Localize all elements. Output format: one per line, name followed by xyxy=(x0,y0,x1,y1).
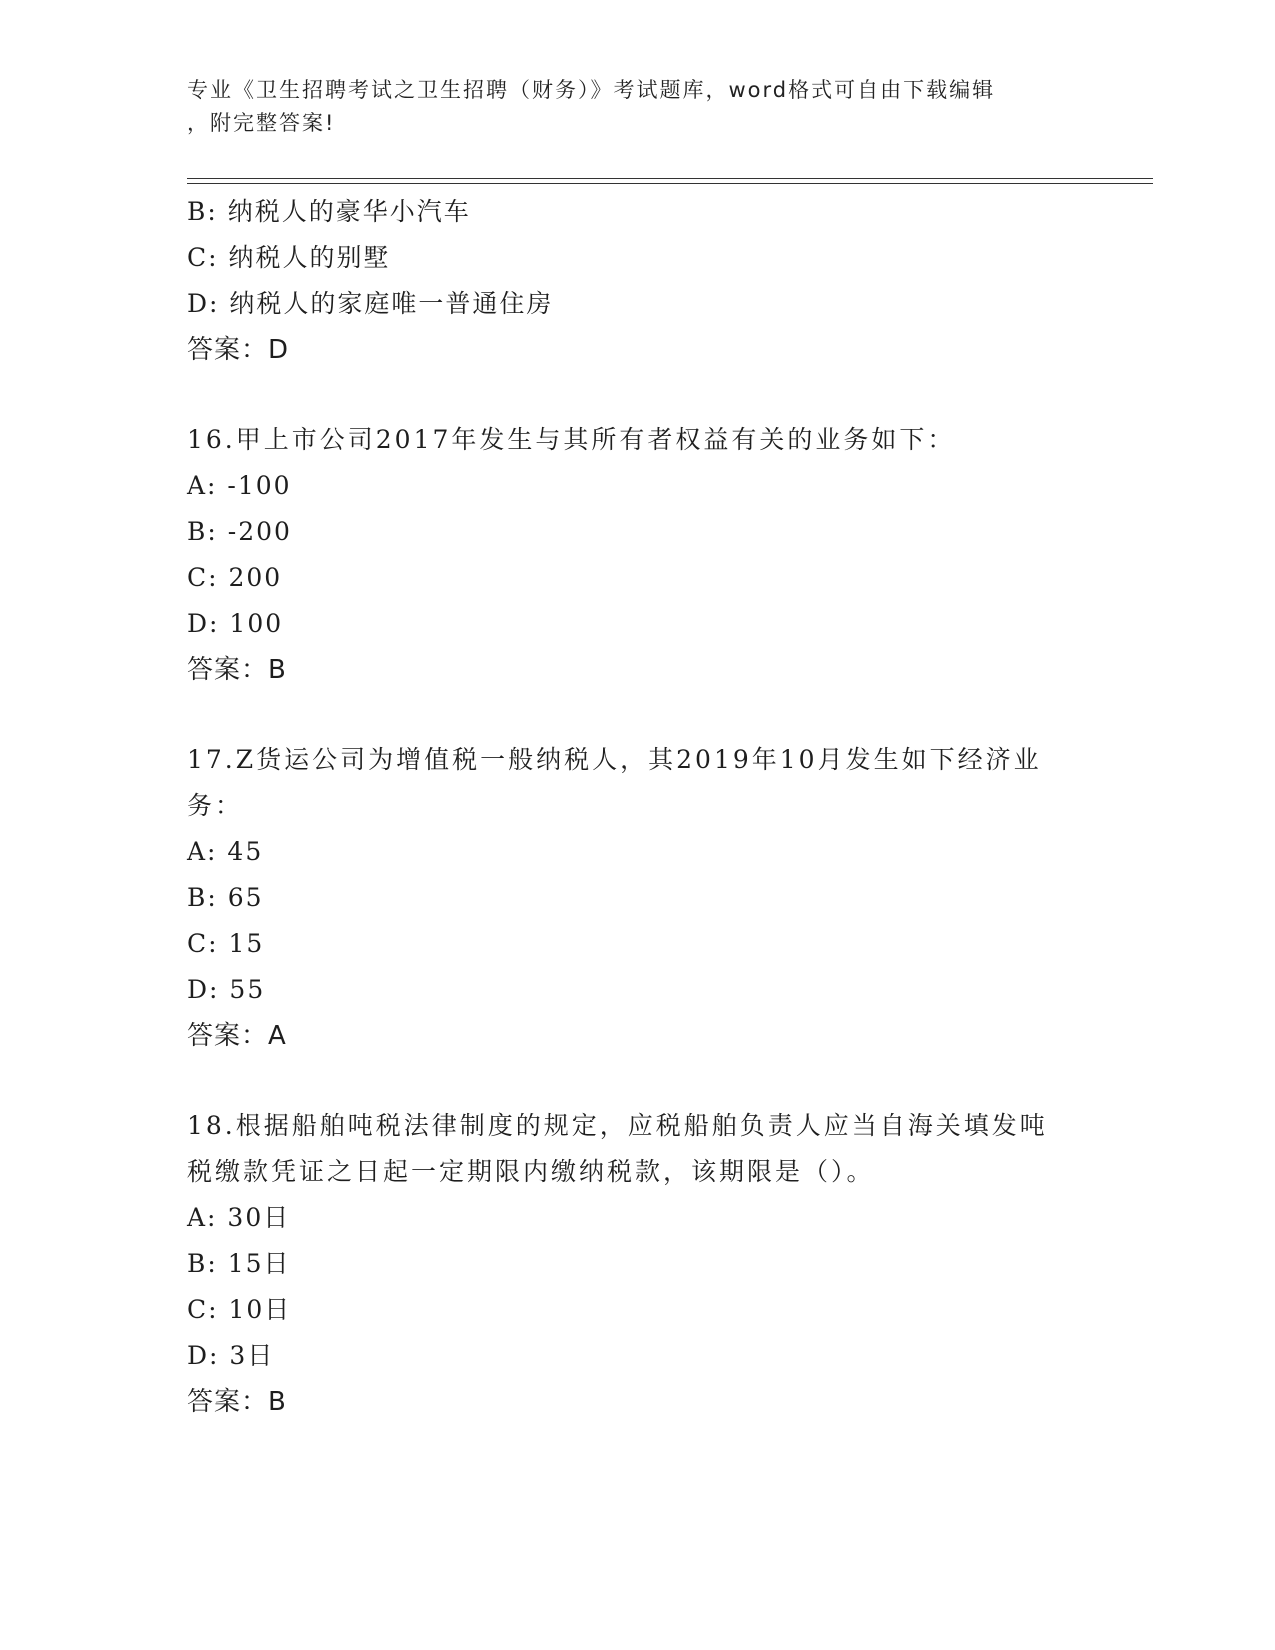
question-text-line-2: 务： xyxy=(187,791,244,820)
header-divider-thick xyxy=(187,183,1153,184)
option-d: D: 55 xyxy=(187,975,266,1004)
option-d: D: 100 xyxy=(187,609,284,638)
option-b: B: 65 xyxy=(187,883,264,912)
option-d: D: 纳税人的家庭唯一普通住房 xyxy=(187,289,554,318)
option-c: C: 10日 xyxy=(187,1295,292,1324)
option-a: A: -100 xyxy=(187,471,292,500)
option-b: B: 纳税人的豪华小汽车 xyxy=(187,197,471,226)
option-c: C: 200 xyxy=(187,563,283,592)
answer-label: 答案：D xyxy=(187,335,290,365)
header-divider-thin xyxy=(187,178,1153,179)
option-c: C: 15 xyxy=(187,929,265,958)
header-line-1: 专业《卫生招聘考试之卫生招聘（财务）》考试题库，word格式可自由下载编辑 xyxy=(187,78,996,102)
answer-label: 答案：A xyxy=(187,1021,287,1051)
spacer xyxy=(187,1059,1087,1103)
option-a: A: 45 xyxy=(187,837,264,866)
question-block-18 xyxy=(187,1103,1087,1425)
option-b: B: -200 xyxy=(187,517,292,546)
question-block-17 xyxy=(187,737,1087,1059)
answer-label: 答案：B xyxy=(187,1387,287,1417)
answer-label: 答案：B xyxy=(187,655,287,685)
spacer xyxy=(187,373,1087,417)
document-header xyxy=(187,74,1067,140)
question-text-line-1: 17.Z货运公司为增值税一般纳税人，其2019年10月发生如下经济业 xyxy=(187,745,1042,774)
question-text-line-1: 18.根据船舶吨税法律制度的规定，应税船舶负责人应当自海关填发吨 xyxy=(187,1111,1048,1140)
option-a: A: 30日 xyxy=(187,1203,291,1232)
question-text: 16.甲上市公司2017年发生与其所有者权益有关的业务如下： xyxy=(187,425,956,454)
spacer xyxy=(187,693,1087,737)
header-line-2: ，附完整答案! xyxy=(187,111,336,135)
question-text-line-2: 税缴款凭证之日起一定期限内缴纳税款，该期限是（）。 xyxy=(187,1157,875,1186)
option-d: D: 3日 xyxy=(187,1341,275,1370)
question-block-16 xyxy=(187,417,1087,693)
question-list xyxy=(187,189,1087,1425)
option-c: C: 纳税人的别墅 xyxy=(187,243,391,272)
question-block-15 xyxy=(187,189,1087,373)
option-b: B: 15日 xyxy=(187,1249,291,1278)
